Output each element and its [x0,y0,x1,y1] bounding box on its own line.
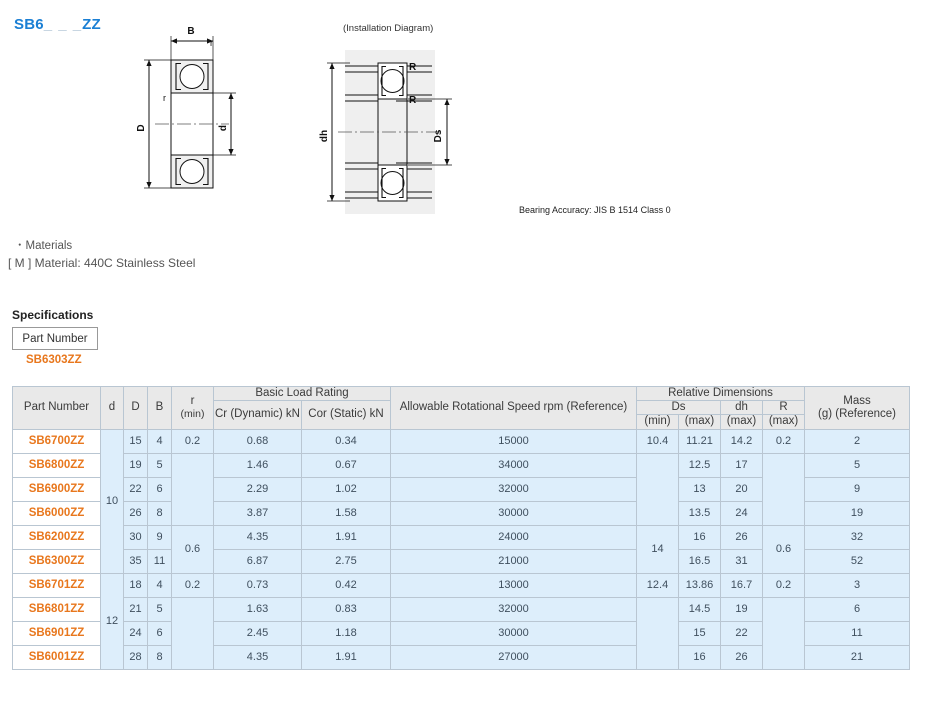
cell-mass: 11 [805,621,910,645]
cell-dh: 14.2 [721,429,763,453]
specifications-table-wrapper [12,386,909,670]
table-row [13,429,910,453]
cell-cr: 0.68 [214,429,302,453]
cell-r: 0.2 [172,573,214,597]
table-header [13,387,910,430]
cell-B: 8 [148,645,172,669]
cell-ds-min [637,453,679,525]
label-d: d [218,124,229,132]
diagram-area [0,0,926,232]
cell-D: 21 [124,597,148,621]
cell-B: 9 [148,525,172,549]
label-dh: dh [319,129,330,143]
cell-D: 22 [124,477,148,501]
cell-r: 0.2 [172,429,214,453]
table-row [13,573,910,597]
cell-ds-max: 13 [679,477,721,501]
cell-B: 4 [148,429,172,453]
cell-mass: 3 [805,573,910,597]
cell-cr: 6.87 [214,549,302,573]
cell-cor: 1.91 [302,525,391,549]
col-R-max: (max) [763,415,805,429]
cell-R: 0.6 [763,525,805,573]
cell-dh: 16.7 [721,573,763,597]
cell-dh: 26 [721,525,763,549]
col-dh: dh [721,401,763,415]
cell-B: 5 [148,597,172,621]
cell-ds-max: 11.21 [679,429,721,453]
cell-part-number[interactable]: SB6701ZZ [13,573,101,597]
cell-part-number[interactable]: SB6900ZZ [13,477,101,501]
cell-speed: 27000 [391,645,637,669]
page-title-prefix: SB6 [14,16,44,33]
label-B: B [187,26,195,37]
cell-B: 8 [148,501,172,525]
part-number-header-box: Part Number [12,327,98,350]
bearing-diagrams-svg [0,0,926,232]
table-body [13,429,910,669]
cell-dh: 22 [721,621,763,645]
cell-cr: 1.63 [214,597,302,621]
cell-ds-min: 12.4 [637,573,679,597]
cell-cor: 0.83 [302,597,391,621]
cell-cor: 1.02 [302,477,391,501]
col-cr-dynamic: Cr (Dynamic) kN [214,401,302,429]
cell-r [172,453,214,525]
cell-mass: 5 [805,453,910,477]
cell-D: 28 [124,645,148,669]
col-Ds: Ds [637,401,721,415]
cell-dh: 20 [721,477,763,501]
cell-dh: 19 [721,597,763,621]
cell-mass: 9 [805,477,910,501]
col-d: d [101,387,124,430]
cell-D: 30 [124,525,148,549]
cell-D: 18 [124,573,148,597]
cell-speed: 32000 [391,597,637,621]
col-mass [805,387,910,430]
col-cor-static: Cor (Static) kN [302,401,391,429]
cell-part-number[interactable]: SB6700ZZ [13,429,101,453]
installation-diagram-caption: (Installation Diagram) [343,23,434,34]
col-mass-label: Mass [843,394,871,407]
cell-cr: 0.73 [214,573,302,597]
col-mass-sub: (g) (Reference) [818,407,896,420]
cell-speed: 15000 [391,429,637,453]
cell-cr: 2.45 [214,621,302,645]
specifications-heading: Specifications [12,308,94,322]
cell-D: 19 [124,453,148,477]
cell-ds-max: 12.5 [679,453,721,477]
cell-ds-max: 16 [679,645,721,669]
cell-D: 24 [124,621,148,645]
col-r-label: r [190,395,195,408]
cell-R [763,453,805,525]
cell-cr: 4.35 [214,525,302,549]
cell-part-number[interactable]: SB6000ZZ [13,501,101,525]
cell-ds-min: 14 [637,525,679,573]
cell-R [763,597,805,669]
col-r-min [172,387,214,430]
label-r-top: r [210,38,213,48]
cell-d: 10 [101,429,124,573]
cell-R: 0.2 [763,429,805,453]
cell-D: 15 [124,429,148,453]
cell-part-number[interactable]: SB6001ZZ [13,645,101,669]
cell-speed: 24000 [391,525,637,549]
cell-mass: 19 [805,501,910,525]
cell-dh: 17 [721,453,763,477]
label-Ds: Ds [433,129,444,143]
cell-cor: 0.42 [302,573,391,597]
cell-speed: 30000 [391,501,637,525]
table-row [13,525,910,549]
col-Ds-min: (min) [637,415,679,429]
cell-part-number[interactable]: SB6800ZZ [13,453,101,477]
cell-speed: 13000 [391,573,637,597]
label-D: D [136,124,147,132]
cell-part-number[interactable]: SB6801ZZ [13,597,101,621]
cell-dh: 24 [721,501,763,525]
col-part-number: Part Number [13,387,101,430]
cell-d: 12 [101,573,124,669]
cell-ds-max: 15 [679,621,721,645]
bearing-accuracy-note: Bearing Accuracy: JIS B 1514 Class 0 [519,205,671,215]
cell-mass: 2 [805,429,910,453]
cell-cr: 2.29 [214,477,302,501]
cell-cor: 2.75 [302,549,391,573]
col-B: B [148,387,172,430]
cell-r [172,597,214,669]
cell-ds-min: 10.4 [637,429,679,453]
cell-cr: 1.46 [214,453,302,477]
cell-ds-max: 13.5 [679,501,721,525]
table-row [13,453,910,477]
cell-B: 6 [148,477,172,501]
page-title-blanks: _ _ _ [43,16,83,33]
label-R-bottom: R [409,95,417,106]
cell-r: 0.6 [172,525,214,573]
cell-R: 0.2 [763,573,805,597]
col-R: R [763,401,805,415]
cell-part-number[interactable]: SB6200ZZ [13,525,101,549]
col-Ds-max: (max) [679,415,721,429]
cell-dh: 31 [721,549,763,573]
cell-ds-max: 13.86 [679,573,721,597]
label-r-left: r [163,93,166,103]
cell-cor: 0.34 [302,429,391,453]
cell-B: 6 [148,621,172,645]
cell-cor: 1.91 [302,645,391,669]
cell-part-number[interactable]: SB6300ZZ [13,549,101,573]
table-row [13,597,910,621]
materials-heading: ・Materials [14,240,73,252]
col-allowable-speed: Allowable Rotational Speed rpm (Reference) [391,387,637,430]
cell-ds-min [637,597,679,669]
cell-part-number[interactable]: SB6901ZZ [13,621,101,645]
col-relative-dimensions: Relative Dimensions [637,387,805,401]
col-basic-load-rating: Basic Load Rating [214,387,391,401]
cell-cor: 1.18 [302,621,391,645]
cell-B: 11 [148,549,172,573]
cell-D: 35 [124,549,148,573]
cell-dh: 26 [721,645,763,669]
cell-B: 4 [148,573,172,597]
cell-B: 5 [148,453,172,477]
page-title-suffix: ZZ [82,16,101,33]
cell-ds-max: 16.5 [679,549,721,573]
col-r-sub: (min) [180,408,205,421]
cell-cor: 1.58 [302,501,391,525]
cell-D: 26 [124,501,148,525]
cell-cor: 0.67 [302,453,391,477]
col-D: D [124,387,148,430]
cell-mass: 21 [805,645,910,669]
selected-part-number[interactable]: SB6303ZZ [26,354,82,366]
cell-cr: 3.87 [214,501,302,525]
cell-cr: 4.35 [214,645,302,669]
cell-speed: 30000 [391,621,637,645]
materials-detail: [ M ] Material: 440C Stainless Steel [8,256,196,270]
table-header-row-1 [13,387,910,401]
cell-ds-max: 16 [679,525,721,549]
specifications-table [12,386,910,670]
col-dh-max: (max) [721,415,763,429]
cell-speed: 21000 [391,549,637,573]
cell-ds-max: 14.5 [679,597,721,621]
cell-speed: 34000 [391,453,637,477]
label-R-top: R [409,62,417,73]
cell-mass: 6 [805,597,910,621]
cell-mass: 32 [805,525,910,549]
cell-speed: 32000 [391,477,637,501]
cell-mass: 52 [805,549,910,573]
